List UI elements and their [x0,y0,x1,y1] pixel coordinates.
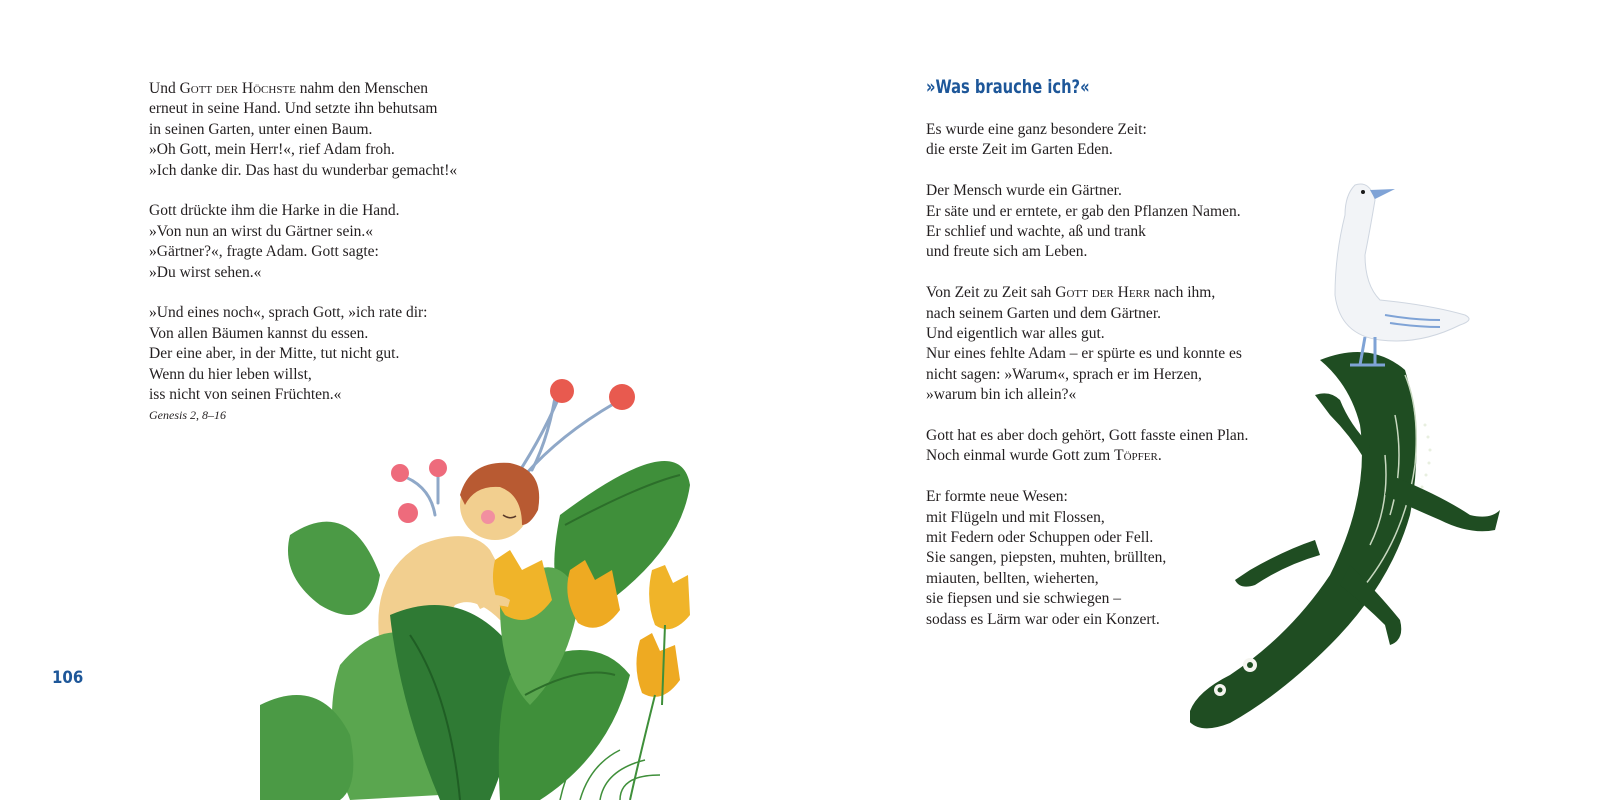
text-line [149,263,569,283]
text-line [149,222,569,242]
text-segment: Er formte neue Wesen: [926,488,1068,506]
text-line [926,140,1326,160]
text-line [149,79,569,99]
text-segment: »Und eines noch«, sprach Gott, »ich rate dir: [149,304,428,322]
text-segment: »Ich danke dir. Das hast du wunderbar gemacht!« [149,161,458,179]
text-segment: »Von nun an wirst du Gärtner sein.« [149,222,374,240]
text-segment: Von Zeit zu Zeit sah [926,284,1056,302]
citation: Genesis 2, 8–16 [149,408,226,423]
bird-crocodile-illustration [1190,175,1540,755]
text-segment: Gott hat es aber doch gehört, Gott fasste einen Plan. [926,427,1249,445]
text-segment: und freute sich am Leben. [926,243,1088,261]
crocodile [1190,352,1500,728]
text-segment: »warum bin ich allein?« [926,386,1077,404]
section-heading: »Was brauche ich?« [926,76,1090,98]
text-segment: sodass es Lärm war oder ein Konzert. [926,610,1160,628]
text-segment: nicht sagen: »Warum«, sprach er im Herzen, [926,365,1202,383]
text-line [149,120,569,140]
text-segment: iss nicht von seinen Früchten.« [149,386,342,404]
left-poem [149,79,569,423]
text-segment: Wenn du hier leben willst, [149,365,312,383]
text-segment: erneut in seine Hand. Und setzte ihn behutsam [149,100,438,118]
text-segment: Der eine aber, in der Mitte, tut nicht gut. [149,345,400,363]
small-caps-name: Töpfer [1114,447,1158,465]
text-segment: Von allen Bäumen kannst du essen. [149,324,369,342]
text-segment: in seinen Garten, unter einen Baum. [149,120,373,138]
text-segment: Noch einmal wurde Gott zum [926,447,1115,465]
text-segment: mit Federn oder Schuppen oder Fell. [926,529,1154,547]
text-segment: nach ihm, [1150,284,1216,302]
text-segment: Und eigentlich war alles gut. [926,325,1105,343]
text-line [926,120,1326,140]
text-segment: mit Flügeln und mit Flossen, [926,508,1105,526]
text-segment: Der Mensch wurde ein Gärtner. [926,182,1122,200]
text-line [149,303,569,323]
text-segment: Sie sangen, piepsten, muhten, brüllten, [926,549,1167,567]
text-segment: die erste Zeit im Garten Eden. [926,141,1113,159]
text-line [149,140,569,160]
stanza [149,201,569,283]
text-segment: Und [149,80,180,97]
stanza [926,120,1326,161]
page-number: 106 [52,668,84,688]
bird [1335,184,1469,365]
text-segment: Gott drückte ihm die Harke in die Hand. [149,202,400,220]
text-segment: »Oh Gott, mein Herr!«, rief Adam froh. [149,141,395,159]
small-caps-name: Gott der Herr [1055,284,1151,302]
small-caps-name: Gott der Höchste [179,80,296,97]
adam-garden-illustration [260,375,720,800]
text-line [149,161,569,181]
text-line [149,242,569,262]
text-segment: Es wurde eine ganz besondere Zeit: [926,121,1147,138]
text-segment: miauten, bellten, wieherten, [926,569,1099,587]
text-segment: Nur eines fehlte Adam – er spürte es und konnte es [926,345,1242,363]
text-segment: »Du wirst sehen.« [149,263,262,281]
text-segment: sie fiepsen und sie schwiegen – [926,590,1121,608]
text-segment: Er säte und er erntete, er gab den Pflanzen Namen. [926,202,1241,220]
stanza [149,79,569,181]
text-segment: nach seinem Garten und dem Gärtner. [926,304,1161,322]
text-line [149,324,569,344]
text-segment: »Gärtner?«, fragte Adam. Gott sagte: [149,243,379,261]
text-line [149,344,569,364]
text-line [149,201,569,221]
text-segment: nahm den Menschen [295,80,429,97]
text-segment: Er schlief und wachte, aß und trank [926,223,1146,241]
text-line [149,99,569,119]
text-segment: . [1157,447,1162,465]
